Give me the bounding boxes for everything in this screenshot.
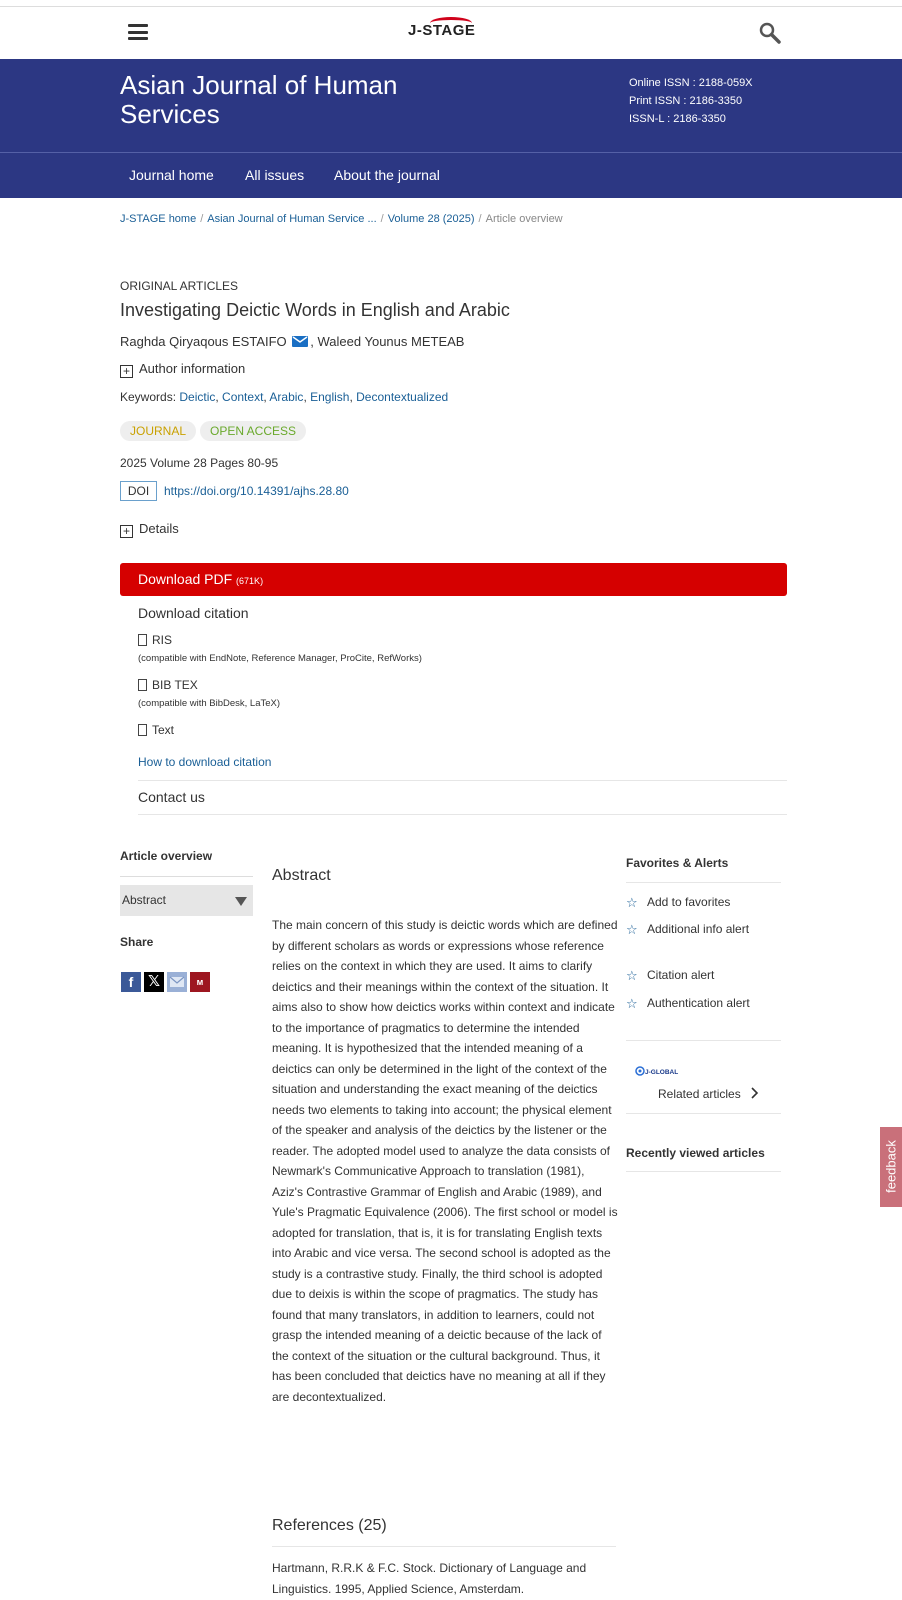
file-icon: [138, 679, 147, 691]
plus-icon: +: [120, 525, 133, 538]
nav-journal-home[interactable]: Journal home: [129, 167, 214, 183]
journal-banner: [0, 59, 902, 152]
fav-label: Citation alert: [647, 968, 715, 982]
search-icon[interactable]: [758, 21, 782, 45]
keyword-link[interactable]: Context: [222, 390, 264, 404]
volume-info: 2025 Volume 28 Pages 80-95: [120, 456, 279, 470]
author-list: [120, 334, 464, 349]
keyword-link[interactable]: Decontextualized: [356, 390, 449, 404]
issn-online: Online ISSN : 2188-059X: [629, 77, 753, 89]
author-info-label: Author information: [139, 361, 246, 376]
menu-icon[interactable]: [128, 24, 148, 40]
divider: [138, 780, 787, 781]
file-icon: [138, 724, 147, 736]
caret-down-icon: [235, 897, 247, 906]
keyword-link[interactable]: Deictic: [179, 390, 216, 404]
issn-list: [629, 74, 753, 128]
breadcrumb-journal[interactable]: Asian Journal of Human Service ...: [207, 213, 377, 225]
additional-info-alert[interactable]: [626, 920, 777, 938]
how-to-download-citation-link[interactable]: How to download citation: [138, 755, 272, 769]
issn-print: Print ISSN : 2186-3350: [629, 95, 743, 107]
author-1: Raghda Qiryaqous ESTAIFO: [120, 334, 287, 349]
breadcrumb-current: Article overview: [485, 213, 563, 225]
fav-label: Add to favorites: [647, 895, 731, 909]
divider: [626, 882, 781, 883]
star-icon: ☆: [626, 922, 638, 937]
nav-about-journal[interactable]: About the journal: [334, 167, 440, 183]
divider: [272, 1546, 616, 1547]
plus-icon: +: [120, 365, 133, 378]
fav-label: Authentication alert: [647, 996, 750, 1010]
download-pdf-button[interactable]: [120, 563, 787, 596]
breadcrumb-volume[interactable]: Volume 28 (2025): [387, 213, 475, 225]
article-type: ORIGINAL ARTICLES: [120, 279, 239, 293]
divider: [120, 876, 253, 877]
author-2: , Waleed Younus METEAB: [310, 334, 465, 349]
details-label: Details: [139, 521, 179, 536]
ris-label: RIS: [152, 633, 173, 647]
related-articles-link[interactable]: [658, 1087, 760, 1101]
star-icon: ☆: [626, 996, 638, 1011]
section-select[interactable]: [120, 885, 253, 916]
logo-arc: [430, 17, 472, 29]
abstract-text: The main concern of this study is deictic words which are defined by different scholars as words or expressions whose reference relies on the context in which they are used. It aims to clarify deictics and their meanings within the context of the situation. It aims also to show how deictics works within context and indicate to the importance of pragmatics to determine the intended meaning. It is hypothesized that the intended meaning of a deictics can only be determined in the light of the context of the situation and understanding the exact meaning of the deictics needs two elements to taking into account; the physical element of the speaker and analysis of the deictics by the listener or the reader. The adopted model used to analyze the data consists of Newmark's Communicative Approach to translation (1981), Aziz's Contrastive Grammar of English and Arabic (1989), and Yule's Pragmatic Equivalence (2006). The first school or model is adopted for translation, that is, it is for translating English texts into Arabic and vice versa. The second school is adopted as the study is a contrastive study. Finally, the third school is adopted due to deixis is within the scope of pragmatics. The study has found that many translators, in addition to learners, could not grasp the intended meaning of a deictic because of the lack of the context of the situation or the cultural background. Thus, it has been concluded that deictics have no meaning at all if they are decontextualized.: [272, 918, 618, 1404]
mail-icon[interactable]: [292, 336, 308, 347]
mendeley-icon[interactable]: ᴍ: [190, 972, 210, 992]
chevron-right-icon: [750, 1087, 760, 1099]
jglobal-text: J-GLOBAL: [645, 1069, 679, 1076]
article-overview-heading: Article overview: [120, 849, 213, 863]
nav-all-issues[interactable]: All issues: [245, 167, 305, 183]
doi-label: DOI: [120, 481, 157, 501]
logo-text: J-STAGE: [408, 22, 476, 39]
journal-title[interactable]: Asian Journal of Human Services: [120, 70, 398, 129]
divider: [138, 814, 787, 815]
share-heading: Share: [120, 935, 154, 949]
top-border: [0, 0, 902, 7]
authentication-alert[interactable]: [626, 994, 777, 1012]
related-label: Related articles: [658, 1087, 741, 1101]
share-icons: [121, 972, 213, 992]
jstage-logo[interactable]: [408, 22, 475, 39]
feedback-tab[interactable]: [880, 1127, 902, 1207]
fav-label: Additional info alert: [647, 922, 750, 936]
section-select-value: Abstract: [122, 893, 167, 907]
x-twitter-icon[interactable]: 𝕏: [144, 972, 164, 992]
citation-bibtex[interactable]: [138, 678, 198, 692]
star-icon: ☆: [626, 968, 638, 983]
facebook-icon[interactable]: f: [121, 972, 141, 992]
ris-note: (compatible with EndNote, Reference Manager, ProCite, RefWorks): [138, 653, 422, 664]
bib-label: BIB TEX: [152, 678, 198, 692]
details-toggle[interactable]: [120, 521, 179, 538]
keywords: Keywords: Deictic, Context, Arabic, English, Decontextualized: [120, 390, 449, 404]
jglobal-logo[interactable]: [635, 1066, 683, 1076]
pdf-size: (671K): [236, 576, 264, 586]
open-access-badge: OPEN ACCESS: [200, 421, 306, 441]
download-citation-heading: Download citation: [138, 605, 249, 621]
abstract-heading: Abstract: [272, 867, 331, 884]
breadcrumb-home[interactable]: J-STAGE home: [120, 213, 197, 225]
article-title: Investigating Deictic Words in English and Arabic: [120, 300, 510, 320]
journal-badge: JOURNAL: [120, 421, 196, 441]
keyword-link[interactable]: Arabic: [269, 390, 304, 404]
top-bar: [0, 7, 902, 59]
breadcrumb: J-STAGE home / Asian Journal of Human Service ... / Volume 28 (2025) / Article overview: [120, 213, 563, 225]
divider: [626, 1113, 781, 1114]
keywords-label: Keywords:: [120, 390, 180, 404]
issn-l: ISSN-L : 2186-3350: [629, 113, 726, 125]
text-label: Text: [152, 723, 175, 737]
divider: [626, 1171, 781, 1172]
favorites-alerts-heading: Favorites & Alerts: [626, 856, 729, 870]
keyword-link[interactable]: English: [310, 390, 350, 404]
citation-ris[interactable]: [138, 633, 172, 647]
star-icon: ☆: [626, 895, 638, 910]
reference-item: Hartmann, R.R.K & F.C. Stock. Dictionary of Language and Linguistics. 1995, Applied Science, Amsterdam.: [272, 1561, 587, 1596]
feedback-label: feedback: [883, 1140, 899, 1193]
doi-link[interactable]: https://doi.org/10.14391/ajhs.28.80: [164, 484, 349, 498]
journal-nav: [0, 152, 902, 198]
author-information-toggle[interactable]: [120, 361, 245, 378]
bib-note: (compatible with BibDesk, LaTeX): [138, 698, 281, 709]
citation-text[interactable]: [138, 723, 174, 737]
pdf-label: Download PDF: [138, 571, 233, 587]
references-heading: References (25): [272, 1517, 387, 1534]
recently-viewed-heading: Recently viewed articles: [626, 1146, 765, 1160]
add-to-favorites[interactable]: [626, 893, 777, 911]
citation-alert[interactable]: [626, 966, 777, 984]
email-share-icon[interactable]: [167, 972, 187, 992]
file-icon: [138, 634, 147, 646]
contact-us-link[interactable]: Contact us: [138, 789, 205, 805]
divider: [626, 1040, 781, 1041]
